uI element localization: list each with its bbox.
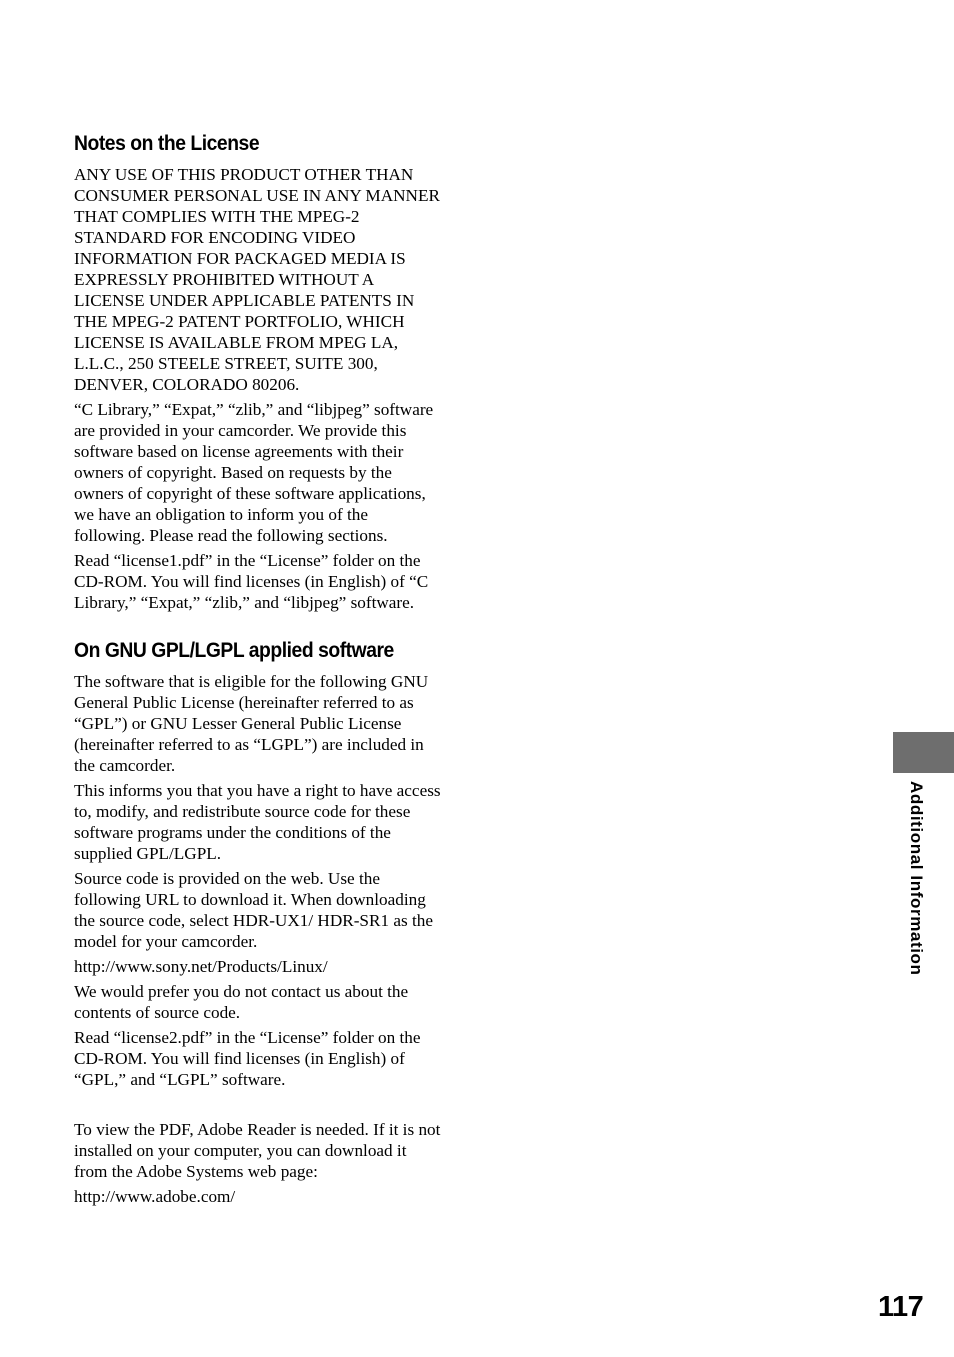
adobe-paragraph: To view the PDF, Adobe Reader is needed. If it is not installed on your computer, you can download it from the Adobe Systems web page: xyxy=(74,1120,441,1181)
main-column xyxy=(74,128,442,1211)
page-number: 117 xyxy=(878,1291,924,1323)
gpl-paragraph: The software that is eligible for the following GNU General Public License (hereinafter referred to as “GPL”) or GNU Lesser General Public License (hereinafter referred to as “LGPL”) are included in the camcorder. xyxy=(74,672,429,775)
license-paragraph: “C Library,” “Expat,” “zlib,” and “libjpeg” software are provided in your camcorder. We provide this software based on license agreements with their owners of copyright. Based on requests by the owners of copyright of these software applications, we have an obligation to inform you of the following. Please read the following sections. xyxy=(74,400,434,545)
gpl-paragraph: This informs you that you have a right to have access to, modify, and redistribute source code for these software programs under the conditions of the supplied GPL/LGPL. xyxy=(74,781,441,863)
chapter-side-label xyxy=(907,781,933,981)
section-gap xyxy=(74,1094,442,1119)
chapter-side-label-text: Additional Information xyxy=(907,781,926,976)
gpl-paragraph: Source code is provided on the web. Use the following URL to download it. When downloading the source code, select HDR-UX1/ HDR-SR1 as the model for your camcorder. xyxy=(74,869,433,951)
license-heading: Notes on the License xyxy=(74,132,260,155)
license-paragraph: Read “license1.pdf” in the “License” folder on the CD-ROM. You will find licenses (in English) of “C Library,” “Expat,” “zlib,” and “libjpeg” software. xyxy=(74,551,429,612)
chapter-tab-marker xyxy=(893,732,954,773)
gpl-paragraph: We would prefer you do not contact us about the contents of source code. xyxy=(74,982,409,1022)
adobe-url: http://www.adobe.com/ xyxy=(74,1187,236,1206)
sony-linux-url: http://www.sony.net/Products/Linux/ xyxy=(74,957,328,976)
license-paragraph: ANY USE OF THIS PRODUCT OTHER THAN CONSUMER PERSONAL USE IN ANY MANNER THAT COMPLIES WITH THE MPEG-2 STANDARD FOR ENCODING VIDEO INFORMATION FOR PACKAGED MEDIA IS EXPRESSLY PROHIBITED WITHOUT A LICENSE UNDER APPLICABLE PATENTS IN THE MPEG-2 PATENT PORTFOLIO, WHICH LICENSE IS AVAILABLE FROM MPEG LA, L.L.C., 250 STEELE STREET, SUITE 300, DENVER, COLORADO 80206. xyxy=(74,165,440,394)
gpl-heading: On GNU GPL/LGPL applied software xyxy=(74,639,394,662)
gpl-paragraph: Read “license2.pdf” in the “License” folder on the CD-ROM. You will find licenses (in English) of “GPL,” and “LGPL” software. xyxy=(74,1028,421,1089)
